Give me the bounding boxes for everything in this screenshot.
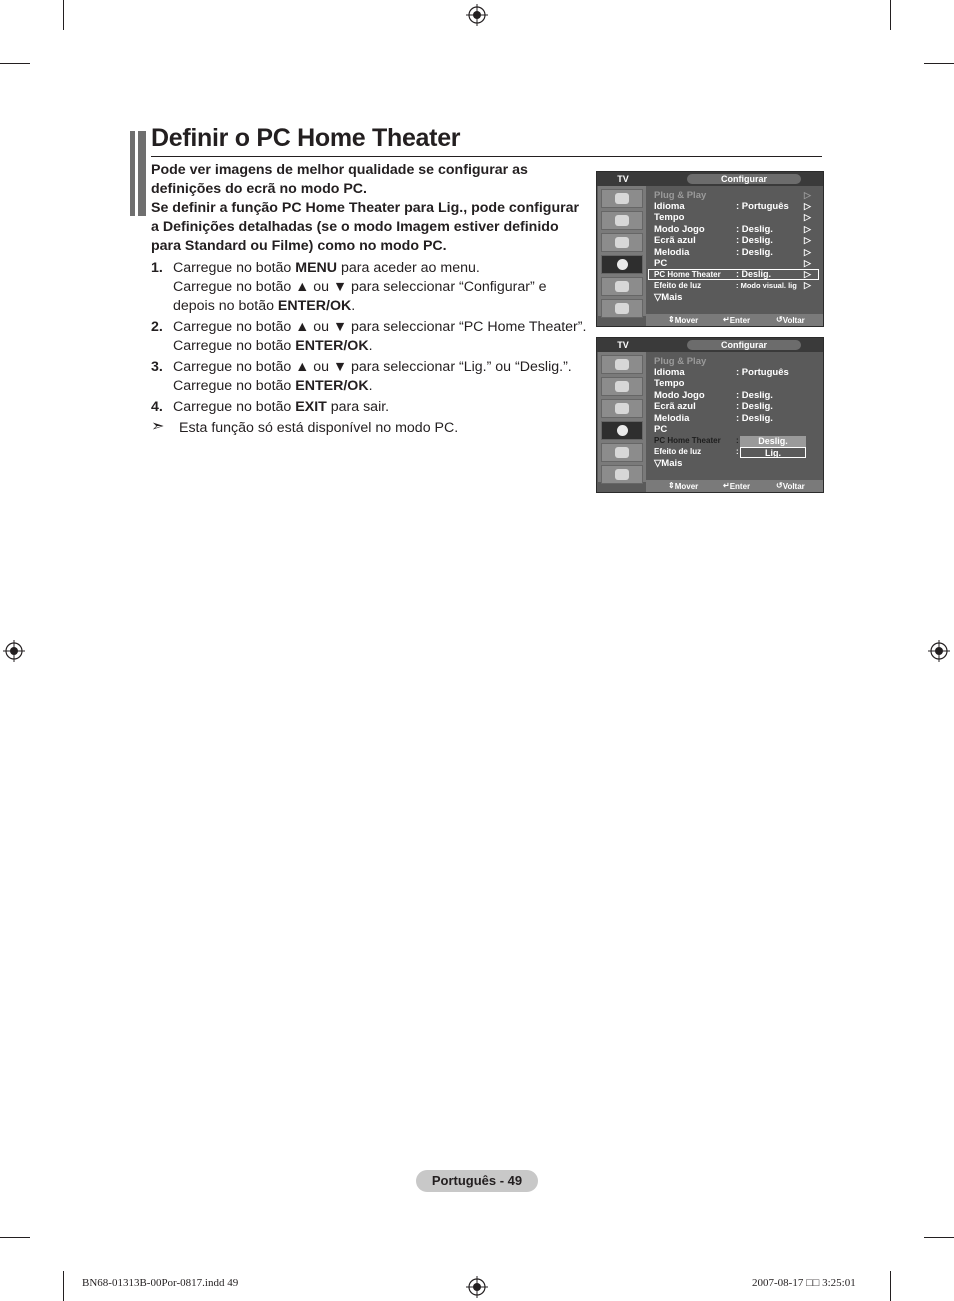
step-line: Carregue no botão ▲ ou ▼ para seleccionar “PC Home Theater”. bbox=[173, 319, 587, 335]
intro-paragraph: Pode ver imagens de melhor qualidade se configurar as definições do ecrã no modo PC. bbox=[151, 162, 528, 197]
input-icon bbox=[601, 443, 643, 462]
sound-icon bbox=[601, 377, 643, 396]
picture-icon bbox=[601, 355, 643, 374]
step-item bbox=[151, 318, 591, 356]
step-line: Carregue no botão ▲ ou ▼ para seleccionar “Configurar” e depois no botão ENTER/OK. bbox=[173, 279, 547, 314]
osd-screen-configurar-dropdown bbox=[596, 337, 824, 493]
setup-gear-icon bbox=[601, 255, 643, 274]
registration-mark-icon bbox=[3, 640, 25, 662]
osd-row: Idioma : Português ▷ bbox=[654, 201, 811, 212]
registration-mark-icon bbox=[466, 1276, 488, 1298]
step-line: Carregue no botão MENU para aceder ao menu. bbox=[173, 260, 480, 276]
input-icon bbox=[601, 277, 643, 296]
osd-icon-sidebar bbox=[598, 352, 646, 482]
osd-icon-sidebar bbox=[598, 186, 646, 316]
step-number: 3. bbox=[151, 359, 163, 375]
osd-menu-title: Configurar bbox=[687, 340, 801, 350]
step-item bbox=[151, 259, 591, 316]
intro-text bbox=[151, 161, 586, 256]
osd-tv-label: TV bbox=[617, 174, 629, 184]
osd-row: ▽Mais bbox=[654, 292, 683, 303]
osd-row: Efeito de luz : Modo visual. lig ▷ bbox=[654, 280, 811, 290]
step-line: Carregue no botão EXIT para sair. bbox=[173, 399, 390, 415]
title-accent-bar bbox=[138, 131, 146, 216]
osd-row: PC ▷ bbox=[654, 258, 811, 269]
digital-icon bbox=[601, 299, 643, 318]
osd-row-selected: PC Home Theater : Deslig. ▷ bbox=[654, 269, 811, 279]
sound-icon bbox=[601, 211, 643, 230]
digital-icon bbox=[601, 465, 643, 484]
crop-mark bbox=[0, 1237, 30, 1238]
osd-row: ▽Mais bbox=[654, 458, 683, 469]
note-arrow-icon: ➣ bbox=[151, 418, 165, 435]
registration-mark-icon bbox=[928, 640, 950, 662]
osd-footer-back: ↺ Voltar bbox=[776, 481, 805, 491]
osd-dropdown bbox=[740, 436, 806, 458]
osd-row: Melodia : Deslig. bbox=[654, 413, 773, 424]
osd-row-selected: PC Home Theater : bbox=[654, 436, 739, 445]
step-line: Carregue no botão ENTER/OK. bbox=[173, 338, 373, 354]
crop-mark bbox=[890, 1271, 891, 1301]
osd-row: Tempo ▷ bbox=[654, 212, 811, 223]
crop-mark bbox=[924, 1237, 954, 1238]
steps-list bbox=[151, 259, 591, 438]
page-title: Definir o PC Home Theater bbox=[151, 124, 461, 152]
osd-footer-move: ⇕ Mover bbox=[668, 315, 699, 325]
osd-footer-enter: ↵ Enter bbox=[723, 481, 751, 491]
intro-paragraph: Se definir a função PC Home Theater para Lig., pode configurar a Definições detalhadas (se o modo Imagem estiver definido para Standard ou Filme) como no modo PC. bbox=[151, 200, 580, 254]
crop-mark bbox=[63, 1271, 64, 1301]
step-line: Carregue no botão ▲ ou ▼ para seleccionar “Lig.” ou “Deslig.”. bbox=[173, 359, 572, 375]
crop-mark bbox=[63, 0, 64, 30]
channel-icon bbox=[601, 233, 643, 252]
osd-footer-back: ↺ Voltar bbox=[776, 315, 805, 325]
osd-footer-enter: ↵ Enter bbox=[723, 315, 751, 325]
osd-menu-title: Configurar bbox=[687, 174, 801, 184]
osd-row: Modo Jogo : Deslig. ▷ bbox=[654, 224, 811, 235]
osd-screen-configurar bbox=[596, 171, 824, 327]
channel-icon bbox=[601, 399, 643, 418]
osd-tv-label: TV bbox=[617, 340, 629, 350]
dropdown-option: Deslig. bbox=[740, 436, 806, 447]
osd-footer-move: ⇕ Mover bbox=[668, 481, 699, 491]
step-number: 1. bbox=[151, 260, 163, 276]
osd-row: Plug & Play bbox=[654, 356, 707, 367]
note bbox=[151, 419, 591, 438]
step-number: 4. bbox=[151, 399, 163, 415]
title-divider bbox=[151, 156, 822, 157]
osd-footer bbox=[646, 314, 823, 326]
step-item bbox=[151, 358, 591, 396]
registration-mark-icon bbox=[466, 4, 488, 26]
osd-row: Modo Jogo : Deslig. bbox=[654, 390, 773, 401]
osd-row: Ecrã azul : Deslig. bbox=[654, 401, 773, 412]
setup-gear-icon bbox=[601, 421, 643, 440]
dropdown-option-selected: Lig. bbox=[740, 447, 806, 458]
osd-row: Efeito de luz : bbox=[654, 447, 739, 456]
osd-row: Plug & Play ▷ bbox=[654, 190, 811, 201]
step-item bbox=[151, 398, 591, 417]
footer-file-info: BN68-01313B-00Por-0817.indd 49 bbox=[82, 1277, 239, 1289]
osd-row: PC bbox=[654, 424, 668, 435]
crop-mark bbox=[924, 63, 954, 64]
step-line: Carregue no botão ENTER/OK. bbox=[173, 378, 373, 394]
crop-mark bbox=[0, 63, 30, 64]
osd-row: Idioma : Português bbox=[654, 367, 789, 378]
osd-footer bbox=[646, 480, 823, 492]
footer-timestamp: 2007-08-17 □□ 3:25:01 bbox=[752, 1277, 856, 1289]
osd-row: Tempo bbox=[654, 378, 685, 389]
crop-mark bbox=[890, 0, 891, 30]
page-number-badge: Português - 49 bbox=[416, 1170, 538, 1192]
title-accent-bar bbox=[130, 131, 135, 216]
picture-icon bbox=[601, 189, 643, 208]
step-number: 2. bbox=[151, 319, 163, 335]
osd-row: Melodia : Deslig. ▷ bbox=[654, 247, 811, 258]
note-text: Esta função só está disponível no modo PC. bbox=[179, 420, 459, 436]
osd-row: Ecrã azul : Deslig. ▷ bbox=[654, 235, 811, 246]
